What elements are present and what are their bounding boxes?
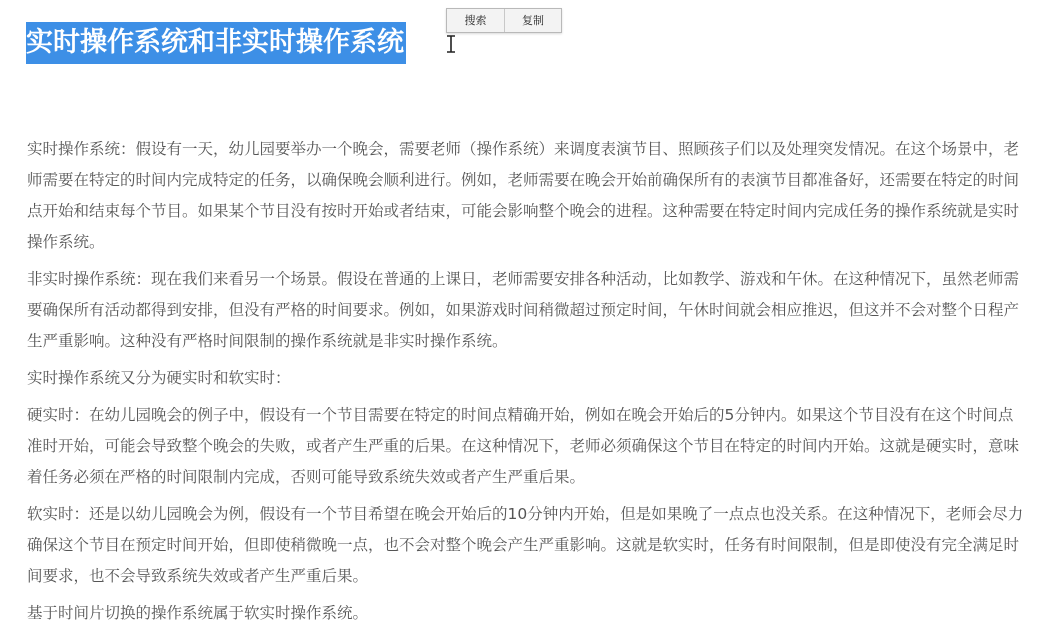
title-wrap [26, 22, 406, 64]
paragraph-time-slice: 基于时间片切换的操作系统属于软实时操作系统。 [27, 604, 369, 622]
paragraph-soft-realtime: 软实时：还是以幼儿园晚会为例，假设有一个节目希望在晚会开始后的10分钟内开始，但是如果晚了一点点也没关系。在这种情况下，老师会尽力确保这个节目在预定时间开始，但即使稍微晚一点，也不会对整个晚会产生严重影响。这就是软实时，任务有时间限制，但是即使没有完全满足时间要求，也不会导致系统失效或者产生严重后果。 [27, 505, 1024, 585]
text-cursor-icon [445, 35, 457, 53]
selection-popup [446, 8, 562, 33]
search-button[interactable]: 搜索 [447, 9, 504, 32]
article-body [27, 134, 1027, 627]
paragraph-hard-realtime: 硬实时：在幼儿园晚会的例子中，假设有一个节目需要在特定的时间点精确开始，例如在晚会开始后的5分钟内。如果这个节目没有在这个时间点准时开始，可能会导致整个晚会的失败，或者产生严重的后果。在这种情况下，老师必须确保这个节目在特定的时间内开始。这就是硬实时，意味着任务必须在严格的时间限制内完成，否则可能导致系统失效或者产生严重后果。 [27, 406, 1020, 486]
paragraph-realtime: 实时操作系统：假设有一天，幼儿园要举办一个晚会，需要老师（操作系统）来调度表演节目、照顾孩子们以及处理突发情况。在这个场景中，老师需要在特定的时间内完成特定的任务，以确保晚会顺利进行。例如，老师需要在晚会开始前确保所有的表演节目都准备好，还需要在特定的时间点开始和结束每个节目。如果某个节目没有按时开始或者结束，可能会影响整个晚会的进程。这种需要在特定时间内完成任务的操作系统就是实时操作系统。 [27, 140, 1020, 251]
copy-button[interactable]: 复制 [504, 9, 561, 32]
paragraph-non-realtime: 非实时操作系统：现在我们来看另一个场景。假设在普通的上课日，老师需要安排各种活动，比如教学、游戏和午休。在这种情况下，虽然老师需要确保所有活动都得到安排，但没有严格的时间要求。例如，如果游戏时间稍微超过预定时间，午休时间就会相应推迟，但这并不会对整个日程产生严重影响。这种没有严格时间限制的操作系统就是非实时操作系统。 [27, 270, 1020, 350]
paragraph-categories: 实时操作系统又分为硬实时和软实时： [27, 369, 291, 387]
page-title-selected[interactable]: 实时操作系统和非实时操作系统 [26, 22, 406, 64]
